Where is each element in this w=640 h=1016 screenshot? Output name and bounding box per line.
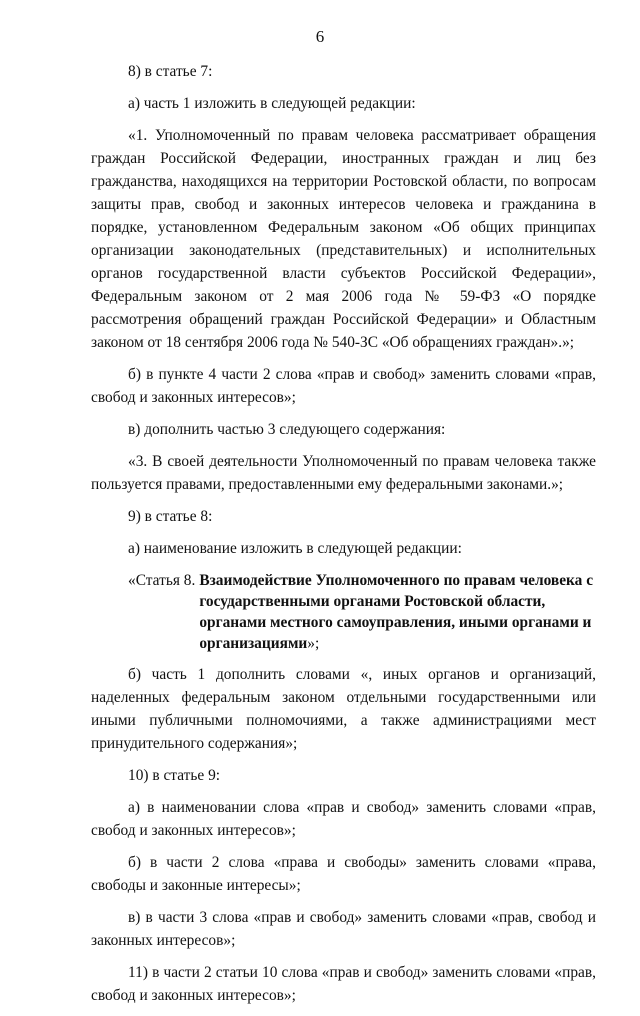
paragraph-subitem-a-name: а) в наименовании слова «прав и свобод» заменить словами «прав, свобод и законных интересов»; xyxy=(91,799,596,839)
article-8-title xyxy=(91,569,596,654)
paragraph-item-11: 11) в части 2 статьи 10 слова «прав и свобод» заменить словами «прав, свобод и законных интересов»; xyxy=(91,964,596,1004)
paragraph-subitem-a: а) часть 1 изложить в следующей редакции: xyxy=(128,95,416,112)
article-title-bold: Взаимодействие Уполномоченного по правам человека с государственными органами Ростовской области, органами местного самоуправления, иными органами и организациями xyxy=(199,572,594,652)
paragraph-subitem-a-title: а) наименование изложить в следующей редакции: xyxy=(128,540,462,557)
paragraph-item-10: 10) в статье 9: xyxy=(128,767,221,784)
paragraph-subitem-v-part-3: в) в части 3 слова «прав и свобод» заменить словами «прав, свобод и законных интересов»; xyxy=(91,909,596,949)
paragraph-subitem-v: в) дополнить частью 3 следующего содержания: xyxy=(128,421,446,438)
document-body xyxy=(91,60,596,1016)
article-title-text xyxy=(195,569,596,654)
page-number: 6 xyxy=(315,27,325,46)
paragraph-item-8: 8) в статье 7: xyxy=(128,63,213,80)
article-title-suffix: »; xyxy=(307,635,320,652)
paragraph-quoted-part-1: «1. Уполномоченный по правам человека рассматривает обращения граждан Российской Федерации, иностранных граждан и лиц без гражданства, находящихся на территории Ростовской области, по вопросам защиты прав, свобод и законных интересов человека и гражданина в порядке, установленном Федеральным законом «Об общих принципах организации законодательных (представительных) и исполнительных органов государственной власти субъектов Российской Федерации», Федеральным законом от 2 мая 2006 года № 59-ФЗ «О порядке рассмотрения обращений граждан Российской Федерации» и Областным законом от 18 сентября 2006 года № 540-ЗС «Об обращениях граждан».»; xyxy=(91,127,596,351)
paragraph-subitem-b: б) в пункте 4 части 2 слова «прав и свобод» заменить словами «прав, свобод и законных интересов»; xyxy=(91,366,596,406)
paragraph-item-9: 9) в статье 8: xyxy=(128,508,213,525)
article-prefix: «Статья 8. xyxy=(128,572,196,589)
paragraph-quoted-part-3: «3. В своей деятельности Уполномоченный по правам человека также пользуется правами, предоставленными ему федеральными законами.»; xyxy=(91,453,596,493)
paragraph-subitem-b-part-1: б) часть 1 дополнить словами «, иных органов и организаций, наделенных федеральным законом отдельными государственными или иными публичными полномочиями, а также администрациями мест принудительного содержания»; xyxy=(91,666,596,752)
paragraph-subitem-b-part-2: б) в части 2 слова «права и свободы» заменить словами «права, свободы и законные интересы»; xyxy=(91,854,596,894)
